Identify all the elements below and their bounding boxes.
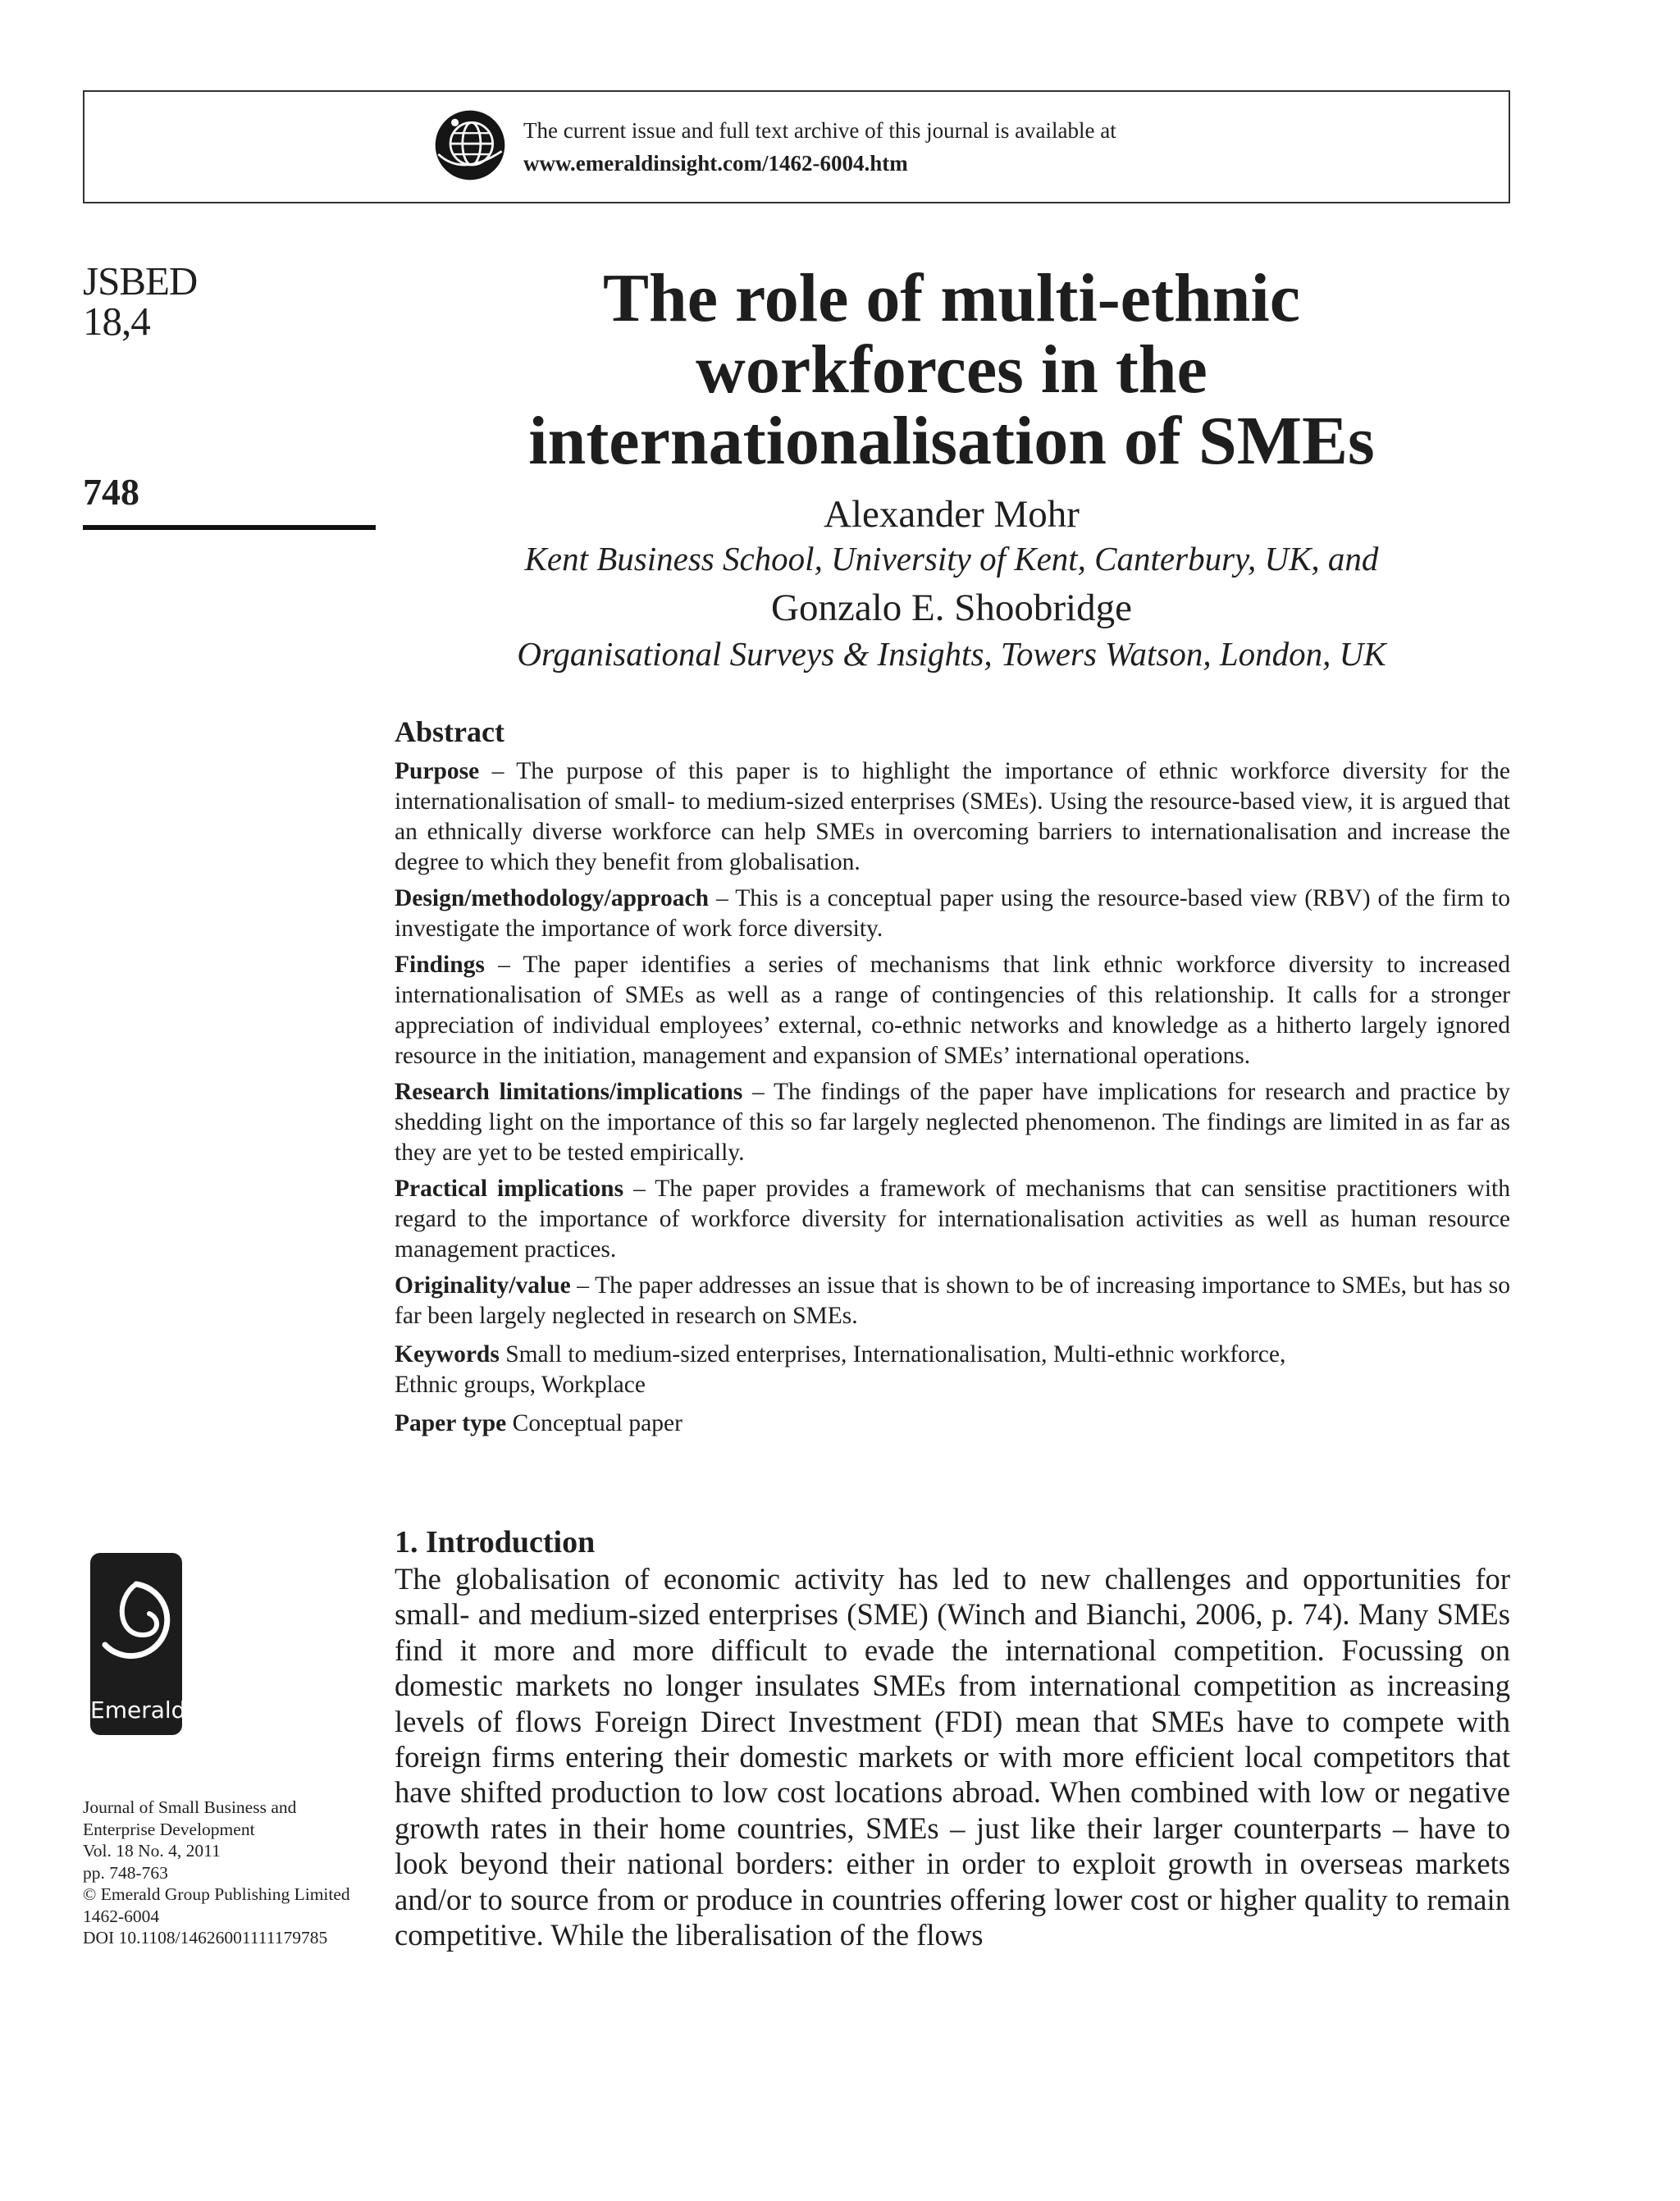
citation-doi: DOI 10.1108/14626001111179785 <box>83 1928 328 1948</box>
abstract-label: Research limitations/implications <box>395 1079 743 1105</box>
abstract-label: Practical implications <box>395 1176 624 1202</box>
abstract-text: – The purpose of this paper is to highlight the importance of ethnic workforce diversity for the internationalisation of small- to medium-sized enterprises (SMEs). Using the resource-based view, it is argued that an ethnically diverse workforce can help SMEs in overcoming barriers to internationalisation and increase the degree to which they benefit from globalisation. <box>395 758 1510 875</box>
abstract-section <box>395 1077 1510 1168</box>
author-name: Gonzalo E. Shoobridge <box>771 587 1132 629</box>
paper-type-value: Conceptual paper <box>512 1410 682 1436</box>
globe-icon <box>432 107 508 183</box>
paper-type-label: Paper type <box>395 1410 507 1436</box>
abstract-body <box>395 756 1510 1445</box>
keywords-label: Keywords <box>395 1341 500 1368</box>
paper-title <box>394 260 1509 479</box>
emerald-logo <box>90 1553 186 1735</box>
section-heading: 1. Introduction <box>395 1525 596 1559</box>
emerald-logo-icon <box>90 1566 182 1689</box>
abstract-label: Design/methodology/approach <box>395 885 709 911</box>
title-line: workforces in the <box>696 331 1208 408</box>
intro-paragraph: The globalisation of economic activity has led to new challenges and opportunities for small- and medium-sized enterprises (SME) (Winch and Bianchi, 2006, p. 74). Many SMEs find it more and more difficult to evade the international competition. Focussing on domestic markets no longer insulates SMEs from international competition as increasing levels of flows Foreign Direct Investment (FDI) mean that SMEs have to compete with foreign firms entering their domestic markets or with more efficient local competitors that have shifted production to low cost locations abroad. When combined with low or negative growth rates in their home countries, SMEs – just like their larger counterparts – have to look beyond their national borders: either in order to exploit growth in overseas markets and/or to source from or produce in countries offering lower cost or higher quality to remain competitive. While the liberalisation of the flows <box>395 1562 1510 1952</box>
abstract-text: – The paper provides a framework of mechanisms that can sensitise practitioners with regard to the importance of workforce diversity for internationalisation activities as well as human resource management practices. <box>395 1176 1510 1263</box>
abstract-section <box>395 950 1510 1071</box>
citation-block <box>83 1797 386 1949</box>
abstract-section <box>395 1271 1510 1331</box>
citation-line: Enterprise Development <box>83 1819 255 1839</box>
abstract-heading: Abstract <box>395 715 504 748</box>
access-url-link[interactable]: www.emeraldinsight.com/1462-6004.htm <box>523 151 908 176</box>
title-line: The role of multi-ethnic <box>602 260 1300 336</box>
journal-volume: 18,4 <box>83 299 150 344</box>
abstract-text: – The paper addresses an issue that is shown to be of increasing importance to SMEs, but has so far been largely neglected in research on SMEs. <box>395 1272 1510 1329</box>
title-line: internationalisation of SMEs <box>528 403 1375 479</box>
keywords <box>395 1340 1510 1400</box>
author-affiliation: Kent Business School, University of Kent, Canterbury, UK, and <box>524 540 1379 578</box>
paper-type <box>395 1409 1510 1439</box>
logo-wordmark: Emerald <box>90 1696 186 1724</box>
citation-line: Journal of Small Business and <box>83 1797 297 1817</box>
citation-line: Vol. 18 No. 4, 2011 <box>83 1841 221 1861</box>
keywords-line: Ethnic groups, Workplace <box>395 1372 646 1398</box>
abstract-section <box>395 884 1510 944</box>
author-affiliation: Organisational Surveys & Insights, Towers Watson, London, UK <box>517 635 1386 673</box>
access-notice <box>523 114 1116 180</box>
abstract-label: Purpose <box>395 758 480 784</box>
abstract-label: Originality/value <box>395 1272 571 1299</box>
keywords-line: Small to medium-sized enterprises, Internationalisation, Multi-ethnic workforce, <box>505 1341 1286 1368</box>
abstract-text: – The paper identifies a series of mechanisms that link ethnic workforce diversity to increased internationalisation of SMEs as well as a range of contingencies of this relationship. It calls for a stronger appreciation of individual employees’ external, co-ethnic networks and knowledge as a hitherto largely ignored resource in the initiation, management and expansion of SMEs’ international operations. <box>395 952 1510 1069</box>
citation-line: pp. 748-763 <box>83 1862 168 1883</box>
journal-abbrev: JSBED <box>83 258 198 304</box>
citation-line: © Emerald Group Publishing Limited <box>83 1884 350 1904</box>
page-rule <box>83 525 376 530</box>
abstract-section <box>395 1174 1510 1265</box>
author-name: Alexander Mohr <box>824 493 1080 536</box>
abstract-text: – The findings of the paper have implications for research and practice by shedding light on the importance of this so far largely neglected phenomenon. The findings are limited in as far as they are yet to be tested empirically. <box>395 1079 1510 1166</box>
abstract-text: – This is a conceptual paper using the resource-based view (RBV) of the firm to investigate the importance of work force diversity. <box>395 885 1510 942</box>
journal-code <box>83 258 198 344</box>
abstract-section <box>395 756 1510 878</box>
page-number: 748 <box>83 471 139 513</box>
abstract-label: Findings <box>395 952 485 978</box>
access-line: The current issue and full text archive of this journal is available at <box>523 118 1116 143</box>
citation-line: 1462-6004 <box>83 1906 160 1926</box>
